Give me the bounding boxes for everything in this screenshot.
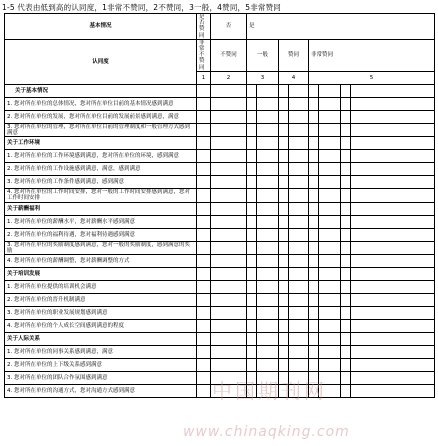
rating-cell[interactable] bbox=[279, 202, 289, 215]
rating-cell[interactable] bbox=[319, 346, 341, 359]
rating-cell[interactable] bbox=[197, 268, 211, 281]
section-header-row bbox=[5, 202, 435, 215]
rating-cell[interactable] bbox=[211, 359, 247, 372]
rating-cell[interactable] bbox=[279, 84, 289, 97]
scale-1: 1 bbox=[197, 71, 211, 84]
scale-4: 4 bbox=[279, 71, 309, 84]
rating-cell[interactable] bbox=[247, 97, 257, 110]
rating-cell[interactable] bbox=[211, 320, 247, 333]
rating-cell[interactable] bbox=[319, 163, 341, 176]
rating-cell[interactable] bbox=[257, 333, 279, 346]
questionnaire-table bbox=[4, 13, 435, 398]
rating-cell[interactable] bbox=[289, 84, 309, 97]
rating-cell[interactable] bbox=[247, 320, 257, 333]
rating-cell[interactable] bbox=[319, 359, 341, 372]
rating-cell[interactable] bbox=[211, 268, 247, 281]
rating-cell[interactable] bbox=[247, 268, 257, 281]
rating-cell[interactable] bbox=[279, 281, 289, 294]
rating-cell[interactable] bbox=[289, 268, 309, 281]
rating-cell[interactable] bbox=[257, 189, 279, 202]
rating-cell[interactable] bbox=[341, 346, 351, 359]
rating-cell[interactable] bbox=[247, 202, 257, 215]
rating-cell[interactable] bbox=[319, 281, 341, 294]
rating-cell[interactable] bbox=[289, 123, 309, 136]
rating-cell[interactable] bbox=[289, 307, 309, 320]
rating-cell[interactable] bbox=[211, 123, 247, 136]
rating-cell[interactable] bbox=[247, 110, 257, 123]
rating-cell[interactable] bbox=[289, 202, 309, 215]
question-text: 3. 您对所在单位的团队合作氛围感到满意 bbox=[5, 372, 197, 385]
rating-cell[interactable] bbox=[341, 281, 351, 294]
rating-cell[interactable] bbox=[197, 150, 211, 163]
rating-cell[interactable] bbox=[319, 255, 341, 268]
rating-cell[interactable] bbox=[279, 241, 289, 254]
rating-cell[interactable] bbox=[279, 307, 289, 320]
rating-cell[interactable] bbox=[247, 333, 257, 346]
rating-cell[interactable] bbox=[289, 189, 309, 202]
rating-cell[interactable] bbox=[351, 346, 435, 359]
rating-cell[interactable] bbox=[211, 307, 247, 320]
rating-cell[interactable] bbox=[309, 346, 319, 359]
rating-cell[interactable] bbox=[211, 294, 247, 307]
rating-cell[interactable] bbox=[309, 150, 319, 163]
rating-cell[interactable] bbox=[309, 137, 319, 150]
rating-cell[interactable] bbox=[279, 150, 289, 163]
rating-cell[interactable] bbox=[289, 333, 309, 346]
rating-cell[interactable] bbox=[197, 346, 211, 359]
rating-cell[interactable] bbox=[309, 281, 319, 294]
question-text: 1. 您对所在单位的总体情况，您对所在单位目前的基本情况感到满意 bbox=[5, 97, 197, 110]
rating-cell[interactable] bbox=[197, 137, 211, 150]
rating-cell[interactable] bbox=[211, 137, 247, 150]
rating-cell[interactable] bbox=[197, 163, 211, 176]
rating-cell[interactable] bbox=[257, 202, 279, 215]
rating-cell[interactable] bbox=[341, 189, 351, 202]
rating-cell[interactable] bbox=[319, 123, 341, 136]
rating-cell[interactable] bbox=[257, 359, 279, 372]
rating-cell[interactable] bbox=[279, 97, 289, 110]
rating-cell[interactable] bbox=[279, 346, 289, 359]
rating-cell[interactable] bbox=[341, 110, 351, 123]
rating-cell[interactable] bbox=[351, 228, 435, 241]
rating-cell[interactable] bbox=[257, 307, 279, 320]
rating-cell[interactable] bbox=[351, 268, 435, 281]
rating-cell[interactable] bbox=[247, 281, 257, 294]
rating-cell[interactable] bbox=[289, 320, 309, 333]
rating-cell[interactable] bbox=[289, 281, 309, 294]
rating-cell[interactable] bbox=[257, 241, 279, 254]
rating-cell[interactable] bbox=[351, 97, 435, 110]
question-row bbox=[5, 346, 435, 359]
question-text: 2. 您对所在单位的晋升机制满意 bbox=[5, 294, 197, 307]
rating-cell[interactable] bbox=[351, 150, 435, 163]
header-opt-5: 非常赞同 bbox=[309, 39, 435, 71]
question-text: 2. 您对所在单位的发展，您对所在单位目前的发展前景感到满意，满意 bbox=[5, 110, 197, 123]
rating-cell[interactable] bbox=[309, 228, 319, 241]
rating-cell[interactable] bbox=[197, 215, 211, 228]
rating-cell[interactable] bbox=[247, 84, 257, 97]
rating-cell[interactable] bbox=[197, 202, 211, 215]
rating-cell[interactable] bbox=[309, 163, 319, 176]
rating-cell[interactable] bbox=[247, 255, 257, 268]
rating-cell[interactable] bbox=[279, 189, 289, 202]
rating-cell[interactable] bbox=[309, 84, 319, 97]
rating-cell[interactable] bbox=[257, 268, 279, 281]
rating-cell[interactable] bbox=[341, 228, 351, 241]
question-row bbox=[5, 359, 435, 372]
rating-cell[interactable] bbox=[341, 359, 351, 372]
question-row bbox=[5, 215, 435, 228]
rating-cell[interactable] bbox=[341, 385, 351, 398]
rating-cell[interactable] bbox=[197, 189, 211, 202]
rating-cell[interactable] bbox=[351, 110, 435, 123]
rating-cell[interactable] bbox=[319, 268, 341, 281]
rating-cell[interactable] bbox=[247, 123, 257, 136]
rating-cell[interactable] bbox=[351, 281, 435, 294]
rating-cell[interactable] bbox=[319, 97, 341, 110]
rating-cell[interactable] bbox=[279, 359, 289, 372]
rating-cell[interactable] bbox=[289, 150, 309, 163]
rating-cell[interactable] bbox=[257, 123, 279, 136]
header-opt-2: 不赞同 bbox=[211, 39, 247, 71]
rating-cell[interactable] bbox=[309, 268, 319, 281]
rating-cell[interactable] bbox=[257, 163, 279, 176]
question-text: 4. 您对所在单位的沟通方式，您对沟通方式感到满意 bbox=[5, 385, 197, 398]
rating-cell[interactable] bbox=[351, 163, 435, 176]
rating-cell[interactable] bbox=[309, 189, 319, 202]
rating-cell[interactable] bbox=[211, 84, 247, 97]
rating-cell[interactable] bbox=[309, 123, 319, 136]
section-title: 关于工作环境 bbox=[5, 137, 197, 150]
rating-cell[interactable] bbox=[341, 176, 351, 189]
rating-cell[interactable] bbox=[319, 215, 341, 228]
section-title: 关于薪酬福利 bbox=[5, 202, 197, 215]
rating-cell[interactable] bbox=[289, 97, 309, 110]
rating-cell[interactable] bbox=[289, 163, 309, 176]
section-header-row bbox=[5, 268, 435, 281]
question-row bbox=[5, 189, 435, 202]
rating-cell[interactable] bbox=[319, 241, 341, 254]
rating-cell[interactable] bbox=[247, 189, 257, 202]
rating-cell[interactable] bbox=[341, 137, 351, 150]
rating-cell[interactable] bbox=[351, 385, 435, 398]
rating-cell[interactable] bbox=[309, 255, 319, 268]
rating-cell[interactable] bbox=[197, 333, 211, 346]
rating-cell[interactable] bbox=[211, 215, 247, 228]
rating-cell[interactable] bbox=[319, 176, 341, 189]
question-text: 4. 您对所在单位的薪酬调整，您对薪酬调整的方式 bbox=[5, 255, 197, 268]
rating-cell[interactable] bbox=[279, 123, 289, 136]
rating-cell[interactable] bbox=[319, 202, 341, 215]
rating-cell[interactable] bbox=[279, 333, 289, 346]
rating-cell[interactable] bbox=[341, 320, 351, 333]
caption: 1-5 代表由低到高的认同度，1非常不赞同，2不赞同，3一般，4赞同，5非常赞同 bbox=[2, 3, 281, 12]
scale-5: 5 bbox=[309, 71, 435, 84]
header-yes-option: 是 bbox=[247, 14, 435, 40]
watermark-logo-text: 中国期刊网 bbox=[212, 379, 327, 403]
question-text: 3. 您对所在单位的职业发展规划感到满意 bbox=[5, 307, 197, 320]
header-row-2 bbox=[5, 39, 435, 71]
question-row bbox=[5, 241, 435, 254]
rating-cell[interactable] bbox=[289, 241, 309, 254]
rating-cell[interactable] bbox=[247, 241, 257, 254]
rating-cell[interactable] bbox=[341, 97, 351, 110]
rating-cell[interactable] bbox=[319, 137, 341, 150]
header-degree-label: 认同度 bbox=[5, 39, 197, 84]
rating-cell[interactable] bbox=[309, 176, 319, 189]
rating-cell[interactable] bbox=[289, 228, 309, 241]
question-row bbox=[5, 281, 435, 294]
rating-cell[interactable] bbox=[309, 241, 319, 254]
rating-cell[interactable] bbox=[309, 97, 319, 110]
rating-cell[interactable] bbox=[247, 137, 257, 150]
rating-cell[interactable] bbox=[211, 333, 247, 346]
rating-cell[interactable] bbox=[211, 97, 247, 110]
header-agree-label: 是否赞同 bbox=[197, 14, 211, 40]
watermark-url: www.chinaqking.com bbox=[183, 424, 350, 440]
rating-cell[interactable] bbox=[341, 294, 351, 307]
rating-cell[interactable] bbox=[197, 123, 211, 136]
rating-cell[interactable] bbox=[341, 372, 351, 385]
question-text: 1. 您对所在单位提供的培训机会满意 bbox=[5, 281, 197, 294]
rating-cell[interactable] bbox=[319, 228, 341, 241]
rating-cell[interactable] bbox=[197, 372, 211, 385]
rating-cell[interactable] bbox=[351, 359, 435, 372]
header-opt-1: 非常不赞同 bbox=[197, 39, 211, 71]
question-row bbox=[5, 294, 435, 307]
rating-cell[interactable] bbox=[197, 281, 211, 294]
section-title: 关于基本情况 bbox=[5, 84, 197, 97]
rating-cell[interactable] bbox=[341, 333, 351, 346]
rating-cell[interactable] bbox=[211, 228, 247, 241]
rating-cell[interactable] bbox=[279, 294, 289, 307]
rating-cell[interactable] bbox=[341, 150, 351, 163]
header-no-option: 否 bbox=[211, 14, 247, 40]
rating-cell[interactable] bbox=[309, 333, 319, 346]
rating-cell[interactable] bbox=[319, 110, 341, 123]
rating-cell[interactable] bbox=[211, 255, 247, 268]
question-text: 2. 您对所在单位的上下级关系感到满意 bbox=[5, 359, 197, 372]
question-row bbox=[5, 150, 435, 163]
rating-cell[interactable] bbox=[257, 110, 279, 123]
rating-cell[interactable] bbox=[247, 150, 257, 163]
rating-cell[interactable] bbox=[289, 176, 309, 189]
question-row bbox=[5, 228, 435, 241]
rating-cell[interactable] bbox=[351, 372, 435, 385]
rating-cell[interactable] bbox=[309, 110, 319, 123]
rating-cell[interactable] bbox=[341, 268, 351, 281]
rating-cell[interactable] bbox=[341, 202, 351, 215]
rating-cell[interactable] bbox=[319, 320, 341, 333]
rating-cell[interactable] bbox=[341, 241, 351, 254]
rating-cell[interactable] bbox=[351, 176, 435, 189]
rating-cell[interactable] bbox=[309, 359, 319, 372]
scale-2: 2 bbox=[211, 71, 247, 84]
question-text: 3. 您对所在单位的奖励制度感到满意，您对一般的奖励制度，感到满意的奖励 bbox=[5, 241, 197, 254]
rating-cell[interactable] bbox=[257, 346, 279, 359]
rating-cell[interactable] bbox=[279, 320, 289, 333]
rating-cell[interactable] bbox=[289, 346, 309, 359]
rating-cell[interactable] bbox=[197, 385, 211, 398]
rating-cell[interactable] bbox=[247, 294, 257, 307]
question-row bbox=[5, 123, 435, 136]
rating-cell[interactable] bbox=[197, 110, 211, 123]
rating-cell[interactable] bbox=[197, 294, 211, 307]
rating-cell[interactable] bbox=[257, 97, 279, 110]
question-text: 2. 您对所在单位的福利待遇，您对福利待遇感到满意 bbox=[5, 228, 197, 241]
rating-cell[interactable] bbox=[309, 215, 319, 228]
rating-cell[interactable] bbox=[279, 163, 289, 176]
rating-cell[interactable] bbox=[289, 359, 309, 372]
section-header-row bbox=[5, 333, 435, 346]
header-basic-label: 基本情况 bbox=[5, 14, 197, 40]
rating-cell[interactable] bbox=[257, 228, 279, 241]
header-opt-4: 赞同 bbox=[279, 39, 309, 71]
question-text: 4. 您对所在单位的个人成长空间感到满意的程度 bbox=[5, 320, 197, 333]
rating-cell[interactable] bbox=[211, 176, 247, 189]
rating-cell[interactable] bbox=[289, 137, 309, 150]
rating-cell[interactable] bbox=[257, 255, 279, 268]
rating-cell[interactable] bbox=[279, 137, 289, 150]
rating-cell[interactable] bbox=[279, 215, 289, 228]
rating-cell[interactable] bbox=[197, 97, 211, 110]
rating-cell[interactable] bbox=[279, 268, 289, 281]
rating-cell[interactable] bbox=[319, 150, 341, 163]
rating-cell[interactable] bbox=[197, 84, 211, 97]
rating-cell[interactable] bbox=[257, 320, 279, 333]
rating-cell[interactable] bbox=[279, 110, 289, 123]
rating-cell[interactable] bbox=[197, 359, 211, 372]
rating-cell[interactable] bbox=[257, 294, 279, 307]
rating-cell[interactable] bbox=[341, 84, 351, 97]
rating-cell[interactable] bbox=[257, 281, 279, 294]
rating-cell[interactable] bbox=[279, 255, 289, 268]
section-title: 关于人际关系 bbox=[5, 333, 197, 346]
rating-cell[interactable] bbox=[341, 255, 351, 268]
rating-cell[interactable] bbox=[257, 150, 279, 163]
rating-cell[interactable] bbox=[309, 307, 319, 320]
scale-3: 3 bbox=[247, 71, 279, 84]
rating-cell[interactable] bbox=[211, 241, 247, 254]
section-header-row bbox=[5, 137, 435, 150]
rating-cell[interactable] bbox=[247, 346, 257, 359]
rating-cell[interactable] bbox=[197, 228, 211, 241]
question-row bbox=[5, 307, 435, 320]
rating-cell[interactable] bbox=[279, 228, 289, 241]
rating-cell[interactable] bbox=[351, 307, 435, 320]
rating-cell[interactable] bbox=[211, 346, 247, 359]
question-row bbox=[5, 110, 435, 123]
rating-cell[interactable] bbox=[351, 137, 435, 150]
header-opt-3: 一般 bbox=[247, 39, 279, 71]
rating-cell[interactable] bbox=[309, 294, 319, 307]
rating-cell[interactable] bbox=[319, 333, 341, 346]
rating-cell[interactable] bbox=[211, 281, 247, 294]
rating-cell[interactable] bbox=[197, 241, 211, 254]
rating-cell[interactable] bbox=[197, 320, 211, 333]
rating-cell[interactable] bbox=[197, 307, 211, 320]
rating-cell[interactable] bbox=[247, 176, 257, 189]
rating-cell[interactable] bbox=[211, 189, 247, 202]
rating-cell[interactable] bbox=[211, 202, 247, 215]
header-row-1 bbox=[5, 14, 435, 40]
question-text: 1. 您对所在单位的薪酬水平，您对薪酬水平感到满意 bbox=[5, 215, 197, 228]
rating-cell[interactable] bbox=[351, 202, 435, 215]
rating-cell[interactable] bbox=[211, 163, 247, 176]
rating-cell[interactable] bbox=[341, 123, 351, 136]
rating-cell[interactable] bbox=[319, 189, 341, 202]
rating-cell[interactable] bbox=[309, 320, 319, 333]
rating-cell[interactable] bbox=[351, 294, 435, 307]
section-title: 关于培训发展 bbox=[5, 268, 197, 281]
rating-cell[interactable] bbox=[197, 176, 211, 189]
rating-cell[interactable] bbox=[257, 215, 279, 228]
rating-cell[interactable] bbox=[257, 137, 279, 150]
rating-cell[interactable] bbox=[319, 307, 341, 320]
rating-cell[interactable] bbox=[247, 163, 257, 176]
question-row bbox=[5, 97, 435, 110]
question-text: 3. 您对所在单位的工作条件感到满意，感到满意 bbox=[5, 176, 197, 189]
rating-cell[interactable] bbox=[351, 255, 435, 268]
rating-cell[interactable] bbox=[247, 215, 257, 228]
rating-cell[interactable] bbox=[257, 84, 279, 97]
rating-cell[interactable] bbox=[247, 228, 257, 241]
rating-cell[interactable] bbox=[341, 307, 351, 320]
rating-cell[interactable] bbox=[289, 215, 309, 228]
question-row bbox=[5, 176, 435, 189]
rating-cell[interactable] bbox=[197, 255, 211, 268]
section-header-row bbox=[5, 84, 435, 97]
rating-cell[interactable] bbox=[289, 110, 309, 123]
rating-cell[interactable] bbox=[341, 215, 351, 228]
rating-cell[interactable] bbox=[211, 110, 247, 123]
rating-cell[interactable] bbox=[279, 176, 289, 189]
rating-cell[interactable] bbox=[319, 294, 341, 307]
rating-cell[interactable] bbox=[351, 333, 435, 346]
rating-cell[interactable] bbox=[351, 215, 435, 228]
question-text: 2. 您对所在单位的工作设施感到满意，满意，感到满意 bbox=[5, 163, 197, 176]
rating-cell[interactable] bbox=[289, 255, 309, 268]
rating-cell[interactable] bbox=[351, 123, 435, 136]
rating-cell[interactable] bbox=[351, 189, 435, 202]
question-row bbox=[5, 320, 435, 333]
rating-cell[interactable] bbox=[211, 150, 247, 163]
rating-cell[interactable] bbox=[289, 294, 309, 307]
rating-cell[interactable] bbox=[351, 84, 435, 97]
question-text: 3. 您对所在单位的管理，您对所在单位目前的管理制度和一般管理方式感到满意 bbox=[5, 123, 197, 136]
rating-cell[interactable] bbox=[319, 84, 341, 97]
rating-cell[interactable] bbox=[351, 241, 435, 254]
question-text: 4. 您对所在单位的工作时间安排，您对一般的工作时间安排感到满意，您对工作时间安排 bbox=[5, 189, 197, 202]
question-text: 1. 您对所在单位的工作环境感到满意，您对所在单位的环境，感到满意 bbox=[5, 150, 197, 163]
rating-cell[interactable] bbox=[351, 320, 435, 333]
question-text: 1. 您对所在单位的同事关系感到满意，满意 bbox=[5, 346, 197, 359]
question-row bbox=[5, 255, 435, 268]
rating-cell[interactable] bbox=[309, 202, 319, 215]
rating-cell[interactable] bbox=[247, 359, 257, 372]
rating-cell[interactable] bbox=[247, 307, 257, 320]
rating-cell[interactable] bbox=[341, 163, 351, 176]
question-row bbox=[5, 163, 435, 176]
rating-cell[interactable] bbox=[257, 176, 279, 189]
